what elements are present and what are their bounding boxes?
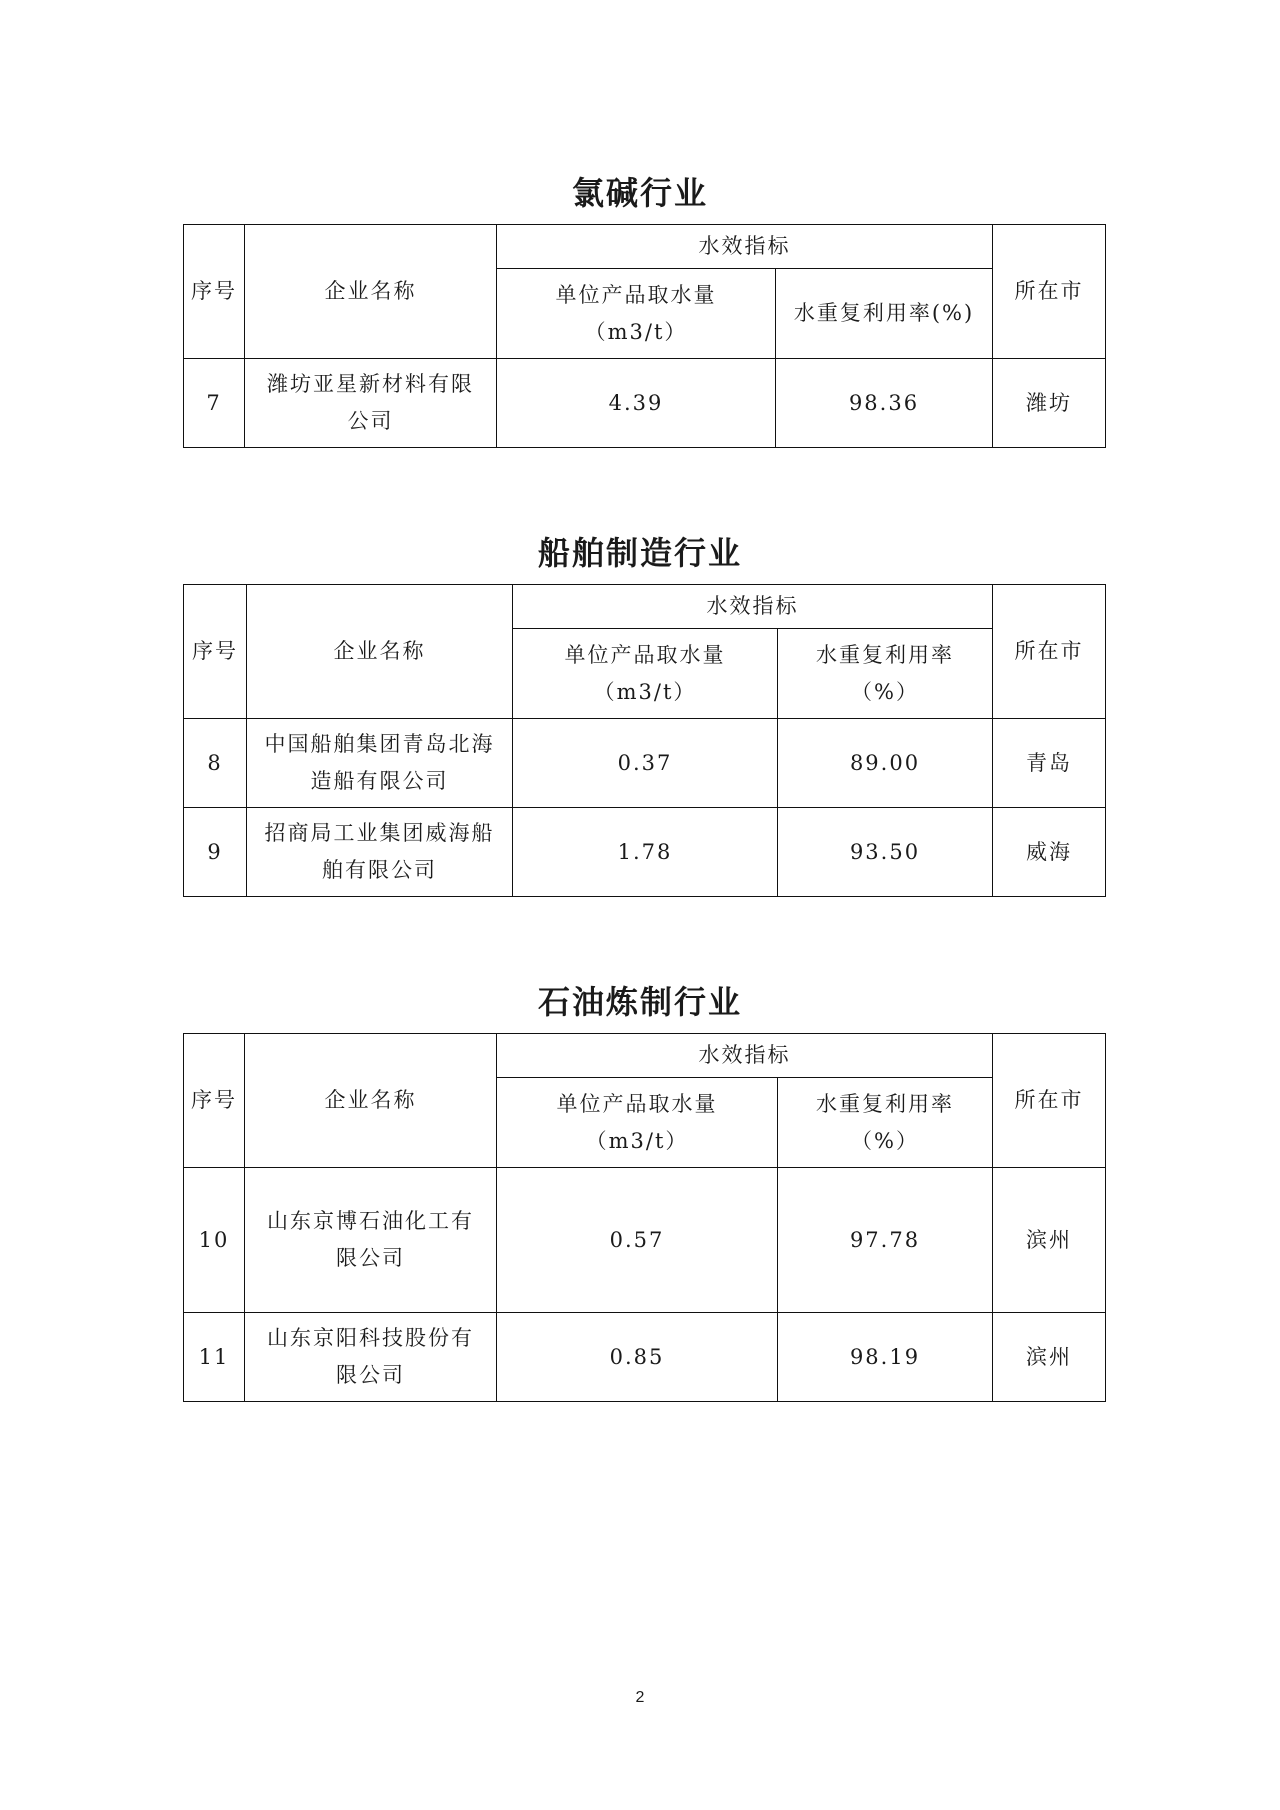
cell-reuse: 98.36 [776,359,993,448]
header-water-efficiency: 水效指标 [513,585,993,629]
header-company: 企业名称 [245,1034,497,1168]
header-unit-water: 单位产品取水量 （m3/t） [513,629,778,719]
table-row [184,719,1106,808]
cell-city: 威海 [993,808,1106,897]
water-efficiency-table-shipbuilding [183,584,1106,897]
header-city: 所在市 [993,585,1106,719]
cell-water: 0.85 [497,1313,778,1402]
cell-company: 招商局工业集团威海船舶有限公司 [247,808,513,897]
cell-city: 青岛 [993,719,1106,808]
cell-seq: 11 [184,1313,245,1402]
cell-seq: 10 [184,1168,245,1313]
cell-company: 山东京博石油化工有限公司 [245,1168,497,1313]
table-row [184,1168,1106,1313]
header-unit-water: 单位产品取水量 （m3/t） [497,1078,778,1168]
header-reuse-rate: 水重复利用率(%) [776,269,993,359]
header-seq: 序号 [184,585,247,719]
header-water-efficiency: 水效指标 [497,1034,993,1078]
water-efficiency-table-petroleum-refining [183,1033,1106,1402]
header-seq: 序号 [184,225,245,359]
table-row [184,1313,1106,1402]
water-efficiency-table-chlor-alkali [183,224,1106,448]
section-title-petroleum-refining: 石油炼制行业 [537,983,742,1021]
header-water-efficiency: 水效指标 [497,225,993,269]
cell-seq: 9 [184,808,247,897]
cell-water: 1.78 [513,808,778,897]
cell-water: 0.57 [497,1168,778,1313]
cell-seq: 7 [184,359,245,448]
cell-reuse: 89.00 [778,719,993,808]
cell-reuse: 93.50 [778,808,993,897]
header-company: 企业名称 [247,585,513,719]
cell-reuse: 97.78 [778,1168,993,1313]
cell-city: 潍坊 [993,359,1106,448]
header-company: 企业名称 [245,225,497,359]
cell-reuse: 98.19 [778,1313,993,1402]
cell-city: 滨州 [993,1313,1106,1402]
cell-company: 山东京阳科技股份有限公司 [245,1313,497,1402]
header-seq: 序号 [184,1034,245,1168]
section-title-shipbuilding: 船舶制造行业 [537,534,742,572]
cell-company: 中国船舶集团青岛北海造船有限公司 [247,719,513,808]
cell-company: 潍坊亚星新材料有限公司 [245,359,497,448]
page-number: 2 [635,1689,645,1706]
header-city: 所在市 [993,1034,1106,1168]
table-row [184,808,1106,897]
cell-city: 滨州 [993,1168,1106,1313]
cell-water: 4.39 [497,359,776,448]
header-city: 所在市 [993,225,1106,359]
section-title-chlor-alkali: 氯碱行业 [571,174,708,212]
cell-seq: 8 [184,719,247,808]
table-row [184,359,1106,448]
header-reuse-rate: 水重复利用率 （%） [778,1078,993,1168]
header-unit-water: 单位产品取水量 （m3/t） [497,269,776,359]
cell-water: 0.37 [513,719,778,808]
header-reuse-rate: 水重复利用率 （%） [778,629,993,719]
